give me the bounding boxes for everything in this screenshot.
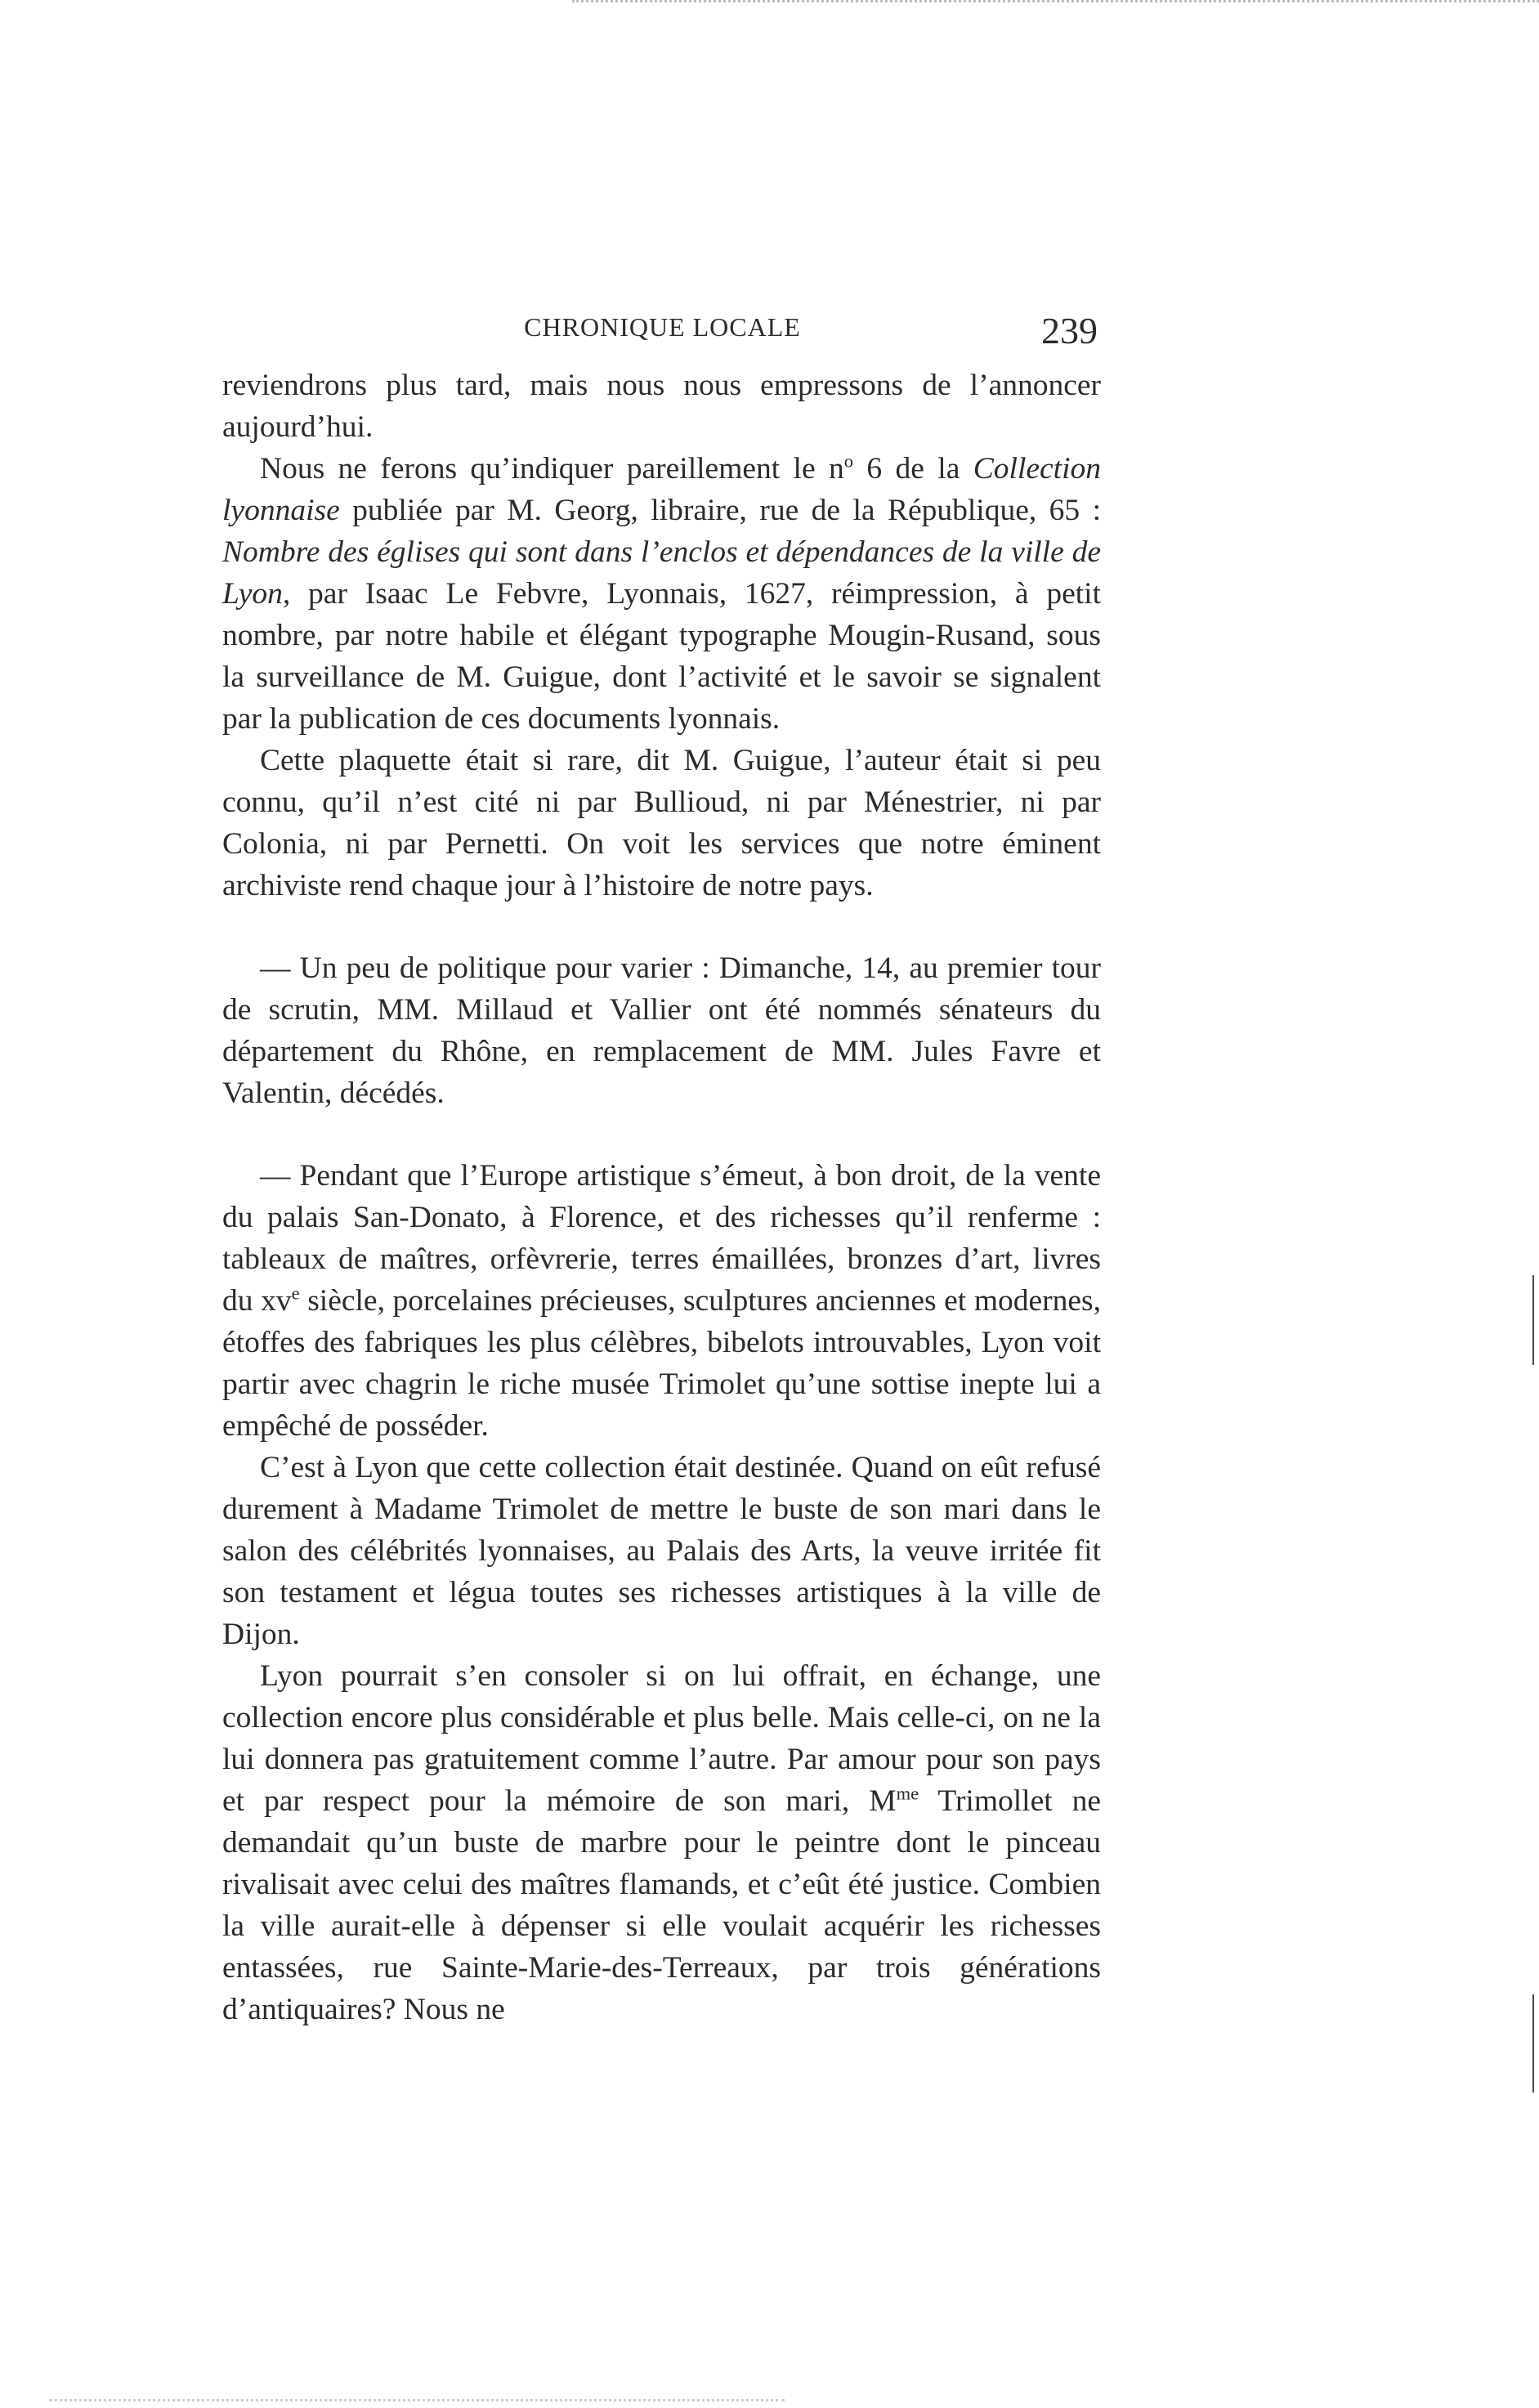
text-run: — Pendant que l’Europe artistique s’émeut, à bon droit, de la vente du palais San-Donato, à Florence, et des richesses qu’il renferme : tableaux de maîtres, orfèvrerie, terres émaillées, bronzes d’art, livres du xv bbox=[222, 1159, 1101, 1318]
section-gap bbox=[222, 906, 1101, 947]
scan-edge-line bbox=[1532, 1275, 1534, 1365]
text-run: siècle, porcelaines précieuses, sculptures anciennes et modernes, étoffes des fabriques les plus célèbres, bibelots introuvables, Lyon voit partir avec chagrin le riche musée Trimolet qu’une sottise inepte lui a empêché de posséder. bbox=[222, 1284, 1101, 1443]
italic-title: Collection lyonnaise bbox=[222, 452, 1101, 527]
page-number: 239 bbox=[1041, 310, 1098, 351]
superscript: o bbox=[843, 450, 854, 472]
section-gap bbox=[222, 1114, 1101, 1155]
superscript: e bbox=[291, 1282, 300, 1304]
paragraph bbox=[222, 1447, 1101, 1655]
paragraph bbox=[222, 448, 1101, 740]
text-run: par Isaac Le Febvre, Lyonnais, 1627, réimpression, à petit nombre, par notre habile et élégant typographe Mougin-Rusand, sous la surveillance de M. Guigue, dont l’activité et le savoir se signalent par la publication de ces documents lyonnais. bbox=[222, 577, 1101, 736]
scan-edge-marks-top bbox=[572, 0, 1539, 7]
text-run: Cette plaquette était si rare, dit M. Guigue, l’auteur était si peu connu, qu’il n’est cité ni par Bullioud, ni par Ménestrier, ni par Colonia, ni par Pernetti. On voit les services que notre éminent archiviste rend chaque jour à l’histoire de notre pays. bbox=[222, 744, 1101, 902]
scan-edge-marks-bottom bbox=[49, 2399, 785, 2405]
italic-title: Nombre des églises qui sont dans l’enclos et dépendances de la ville de Lyon, bbox=[222, 535, 1101, 611]
paragraph bbox=[222, 947, 1101, 1114]
body-text bbox=[222, 365, 1101, 2030]
paragraph bbox=[222, 1655, 1101, 2030]
text-run: C’est à Lyon que cette collection était destinée. Quand on eût refusé durement à Madame Trimolet de mettre le buste de son mari dans le salon des célébrités lyonnaises, au Palais des Arts, la veuve irritée fit son testament et légua toutes ses richesses artistiques à la ville de Dijon. bbox=[222, 1451, 1101, 1651]
paragraph bbox=[222, 1155, 1101, 1447]
paragraph bbox=[222, 365, 1101, 448]
text-run: 6 de la bbox=[853, 452, 973, 486]
running-head: CHRONIQUE LOCALE bbox=[524, 312, 801, 342]
text-run: Lyon pourrait s’en consoler si on lui offrait, en échange, une collection encore plus considérable et plus belle. Mais celle-ci, on ne la lui donnera pas gratuitement comme l’autre. Par amour pour son pays et par respect pour la mémoire de son mari, M bbox=[222, 1659, 1101, 1818]
page-header bbox=[227, 312, 1098, 361]
text-run: Trimollet ne demandait qu’un buste de marbre pour le peintre dont le pinceau rivalisait avec celui des maîtres flamands, et c’eût été justice. Combien la ville aurait-elle à dépenser si elle voulait acquérir les richesses entassées, rue Sainte-Marie-des-Terreaux, par trois générations d’antiquaires? Nous ne bbox=[222, 1784, 1102, 2026]
text-run: reviendrons plus tard, mais nous nous empressons de l’annoncer aujourd’hui. bbox=[222, 369, 1101, 444]
scan-edge-line bbox=[1532, 1994, 1534, 2092]
text-run: publiée par M. Georg, libraire, rue de la République, 65 : bbox=[339, 494, 1101, 527]
text-run: Nous ne ferons qu’indiquer pareillement le n bbox=[260, 452, 844, 486]
text-run: — Un peu de politique pour varier : Dimanche, 14, au premier tour de scrutin, MM. Millaud et Vallier ont été nommés sénateurs du département du Rhône, en remplacement de MM. Jules Favre et Valentin, décédés. bbox=[222, 951, 1101, 1110]
paragraph bbox=[222, 740, 1101, 906]
superscript: me bbox=[896, 1783, 919, 1804]
